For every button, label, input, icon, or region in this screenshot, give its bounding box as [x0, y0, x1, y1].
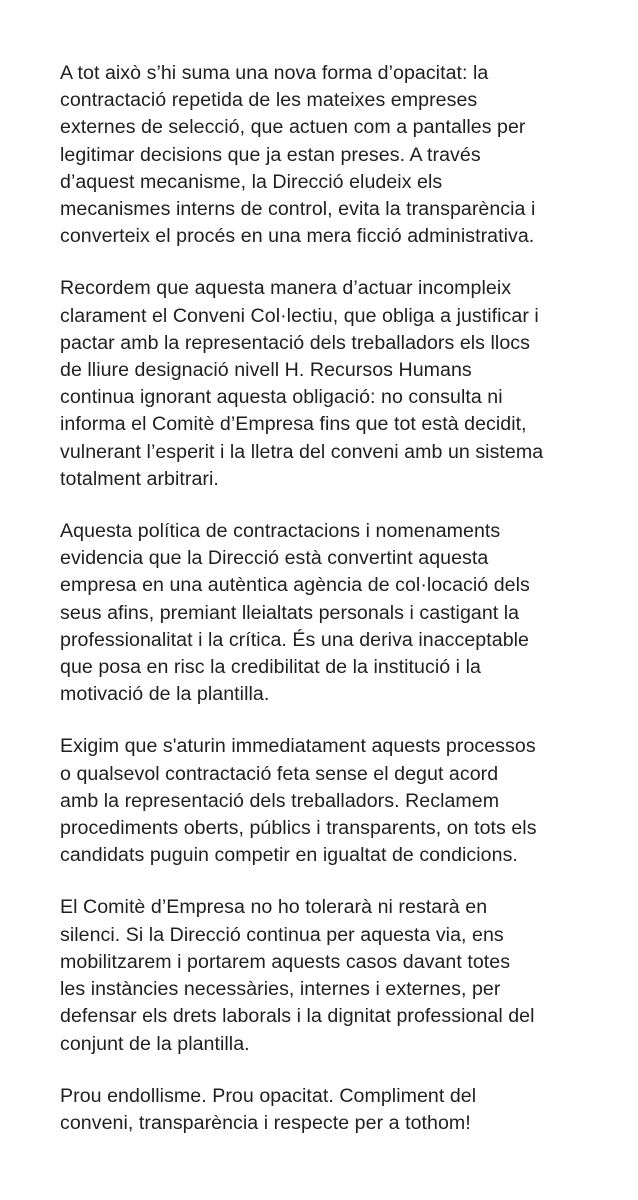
- text-line: d’aquest mecanisme, la Direcció eludeix els: [60, 170, 443, 193]
- text-line: Aquesta política de contractacions i nomenaments: [60, 520, 501, 543]
- text-line: o qualsevol contractació feta sense el degut acord: [60, 762, 499, 785]
- text-line: continua ignorant aquesta obligació: no consulta ni: [60, 386, 503, 409]
- text-line: seus afins, premiant lleialtats personals i castigant la: [60, 601, 520, 624]
- text-line: conveni, transparència i respecte per a tothom!: [60, 1111, 471, 1134]
- text-line: conjunt de la plantilla.: [60, 1032, 250, 1055]
- document-body: [60, 60, 600, 1162]
- text-line: Recordem que aquesta manera d’actuar incompleix: [60, 277, 512, 300]
- text-line: que posa en risc la credibilitat de la institució i la: [60, 656, 481, 679]
- text-line: amb la representació dels treballadors. Reclamem: [60, 789, 500, 812]
- text-line: externes de selecció, que actuen com a pantalles per: [60, 116, 526, 139]
- paragraph-comite: [60, 894, 600, 1057]
- text-line: vulnerant l’esperit i la lletra del conveni amb un sistema: [60, 440, 544, 463]
- paragraph-closing: [60, 1083, 600, 1137]
- text-line: empresa en una autèntica agència de col·locació dels: [60, 574, 530, 597]
- text-line: candidats puguin competir en igualtat de condicions.: [60, 844, 518, 867]
- paragraph-opacity: [60, 60, 600, 250]
- paragraph-conveni: [60, 275, 600, 493]
- text-line: contractació repetida de les mateixes empreses: [60, 89, 478, 112]
- text-line: totalment arbitrari.: [60, 467, 219, 490]
- text-line: Prou endollisme. Prou opacitat. Compliment del: [60, 1084, 477, 1107]
- text-line: les instàncies necessàries, internes i externes, per: [60, 978, 501, 1001]
- text-line: silenci. Si la Direcció continua per aquesta via, ens: [60, 923, 504, 946]
- paragraph-politica: [60, 518, 600, 708]
- text-line: clarament el Conveni Col·lectiu, que obliga a justificar i: [60, 304, 539, 327]
- text-line: converteix el procés en una mera ficció administrativa.: [60, 225, 535, 248]
- text-line: defensar els drets laborals i la dignitat professional del: [60, 1005, 535, 1028]
- text-line: informa el Comitè d’Empresa fins que tot està decidit,: [60, 413, 527, 436]
- text-line: professionalitat i la crítica. És una deriva inacceptable: [60, 628, 529, 651]
- text-line: de lliure designació nivell H. Recursos Humans: [60, 359, 472, 382]
- text-line: legitimar decisions que ja estan preses. A través: [60, 143, 481, 166]
- text-line: procediments oberts, públics i transparents, on tots els: [60, 817, 537, 840]
- text-line: Exigim que s'aturin immediatament aquests processos: [60, 735, 536, 758]
- text-line: mecanismes interns de control, evita la transparència i: [60, 198, 536, 221]
- text-line: El Comitè d’Empresa no ho tolerarà ni restarà en: [60, 896, 488, 919]
- paragraph-exigim: [60, 733, 600, 869]
- text-line: evidencia que la Direcció està convertint aquesta: [60, 547, 489, 570]
- text-line: motivació de la plantilla.: [60, 683, 270, 706]
- text-line: pactar amb la representació dels treballadors els llocs: [60, 331, 530, 354]
- text-line: mobilitzarem i portarem aquests casos davant totes: [60, 950, 511, 973]
- text-line: A tot això s’hi suma una nova forma d’opacitat: la: [60, 62, 489, 84]
